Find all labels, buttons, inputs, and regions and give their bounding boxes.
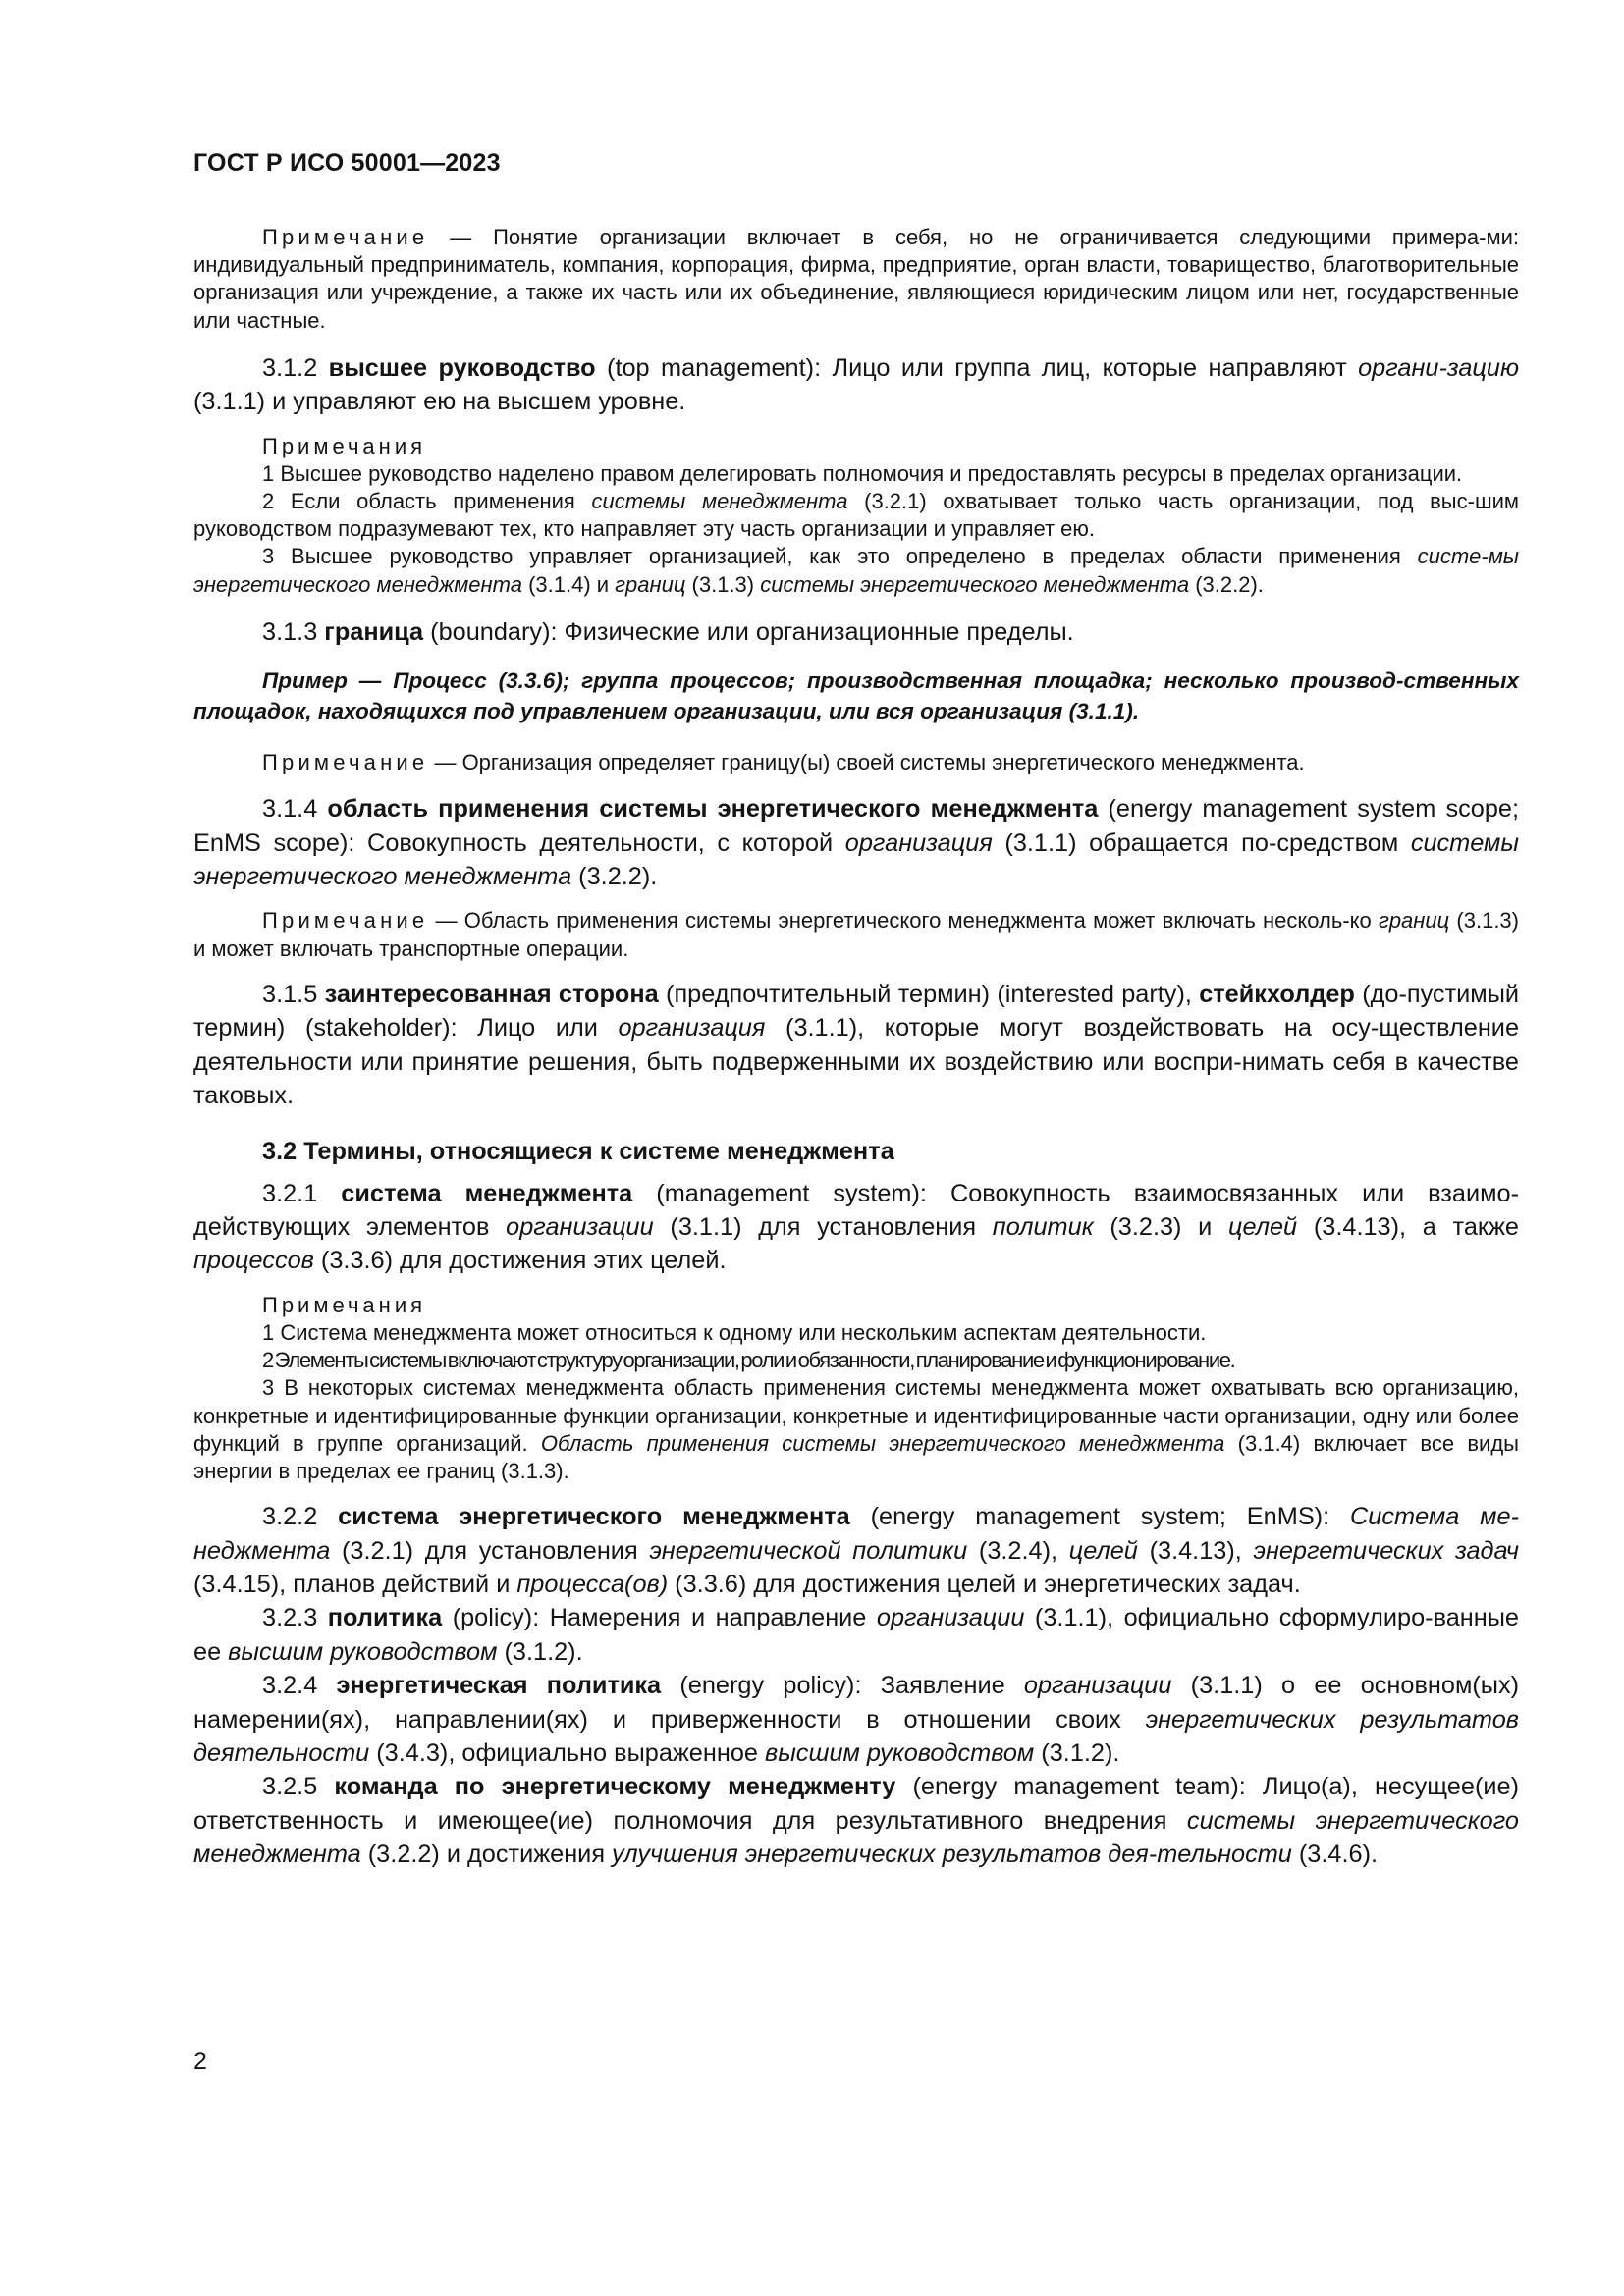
note-item: 2 Если область применения системы менеджмента (3.2.1) охватывает только часть организации, под выс-шим руководством подразумевают тех, кто направляет эту часть организации и управляет ею. <box>193 489 1520 542</box>
note-label: Примечание <box>262 750 429 775</box>
term-3-2-3: 3.2.3 политика (policy): Намерения и направление организации (3.1.1), официально сформулиро-ванные ее высшим руководством (3.1.2). <box>193 1604 1519 1666</box>
term-title: граница <box>324 617 424 646</box>
term-title: область применения системы энергетического менеджмента <box>327 795 1099 824</box>
document-body <box>193 224 1519 1872</box>
note-organization: Примечание — Понятие организации включает в себя, но не ограничивается следующими примера-ми: индивидуальный предприниматель, компания, корпорация, фирма, предприятие, орган власти, товарищество, благотворительные организация или учреждение, а также их часть или их объединение, являющиеся юридическим лицом или нет, государственные или частные. <box>193 225 1519 333</box>
term-3-2-4: 3.2.4 энергетическая политика (energy policy): Заявление организации (3.1.1) о ее основном(ых) намерении(ях), направлении(ях) и приверженности в отношении своих энергетических результатов деятельности (3.4.3), официально выраженное высшим руководством (3.1.2). <box>193 1672 1520 1767</box>
term-3-1-3: 3.1.3 граница (boundary): Физические или организационные пределы. <box>262 617 1074 646</box>
example-block: Пример — Процесс (3.3.6); группа процессов; производственная площадка; несколько производ-ственных площадок, находящихся под управлением организации, или вся организация (3.1.1). <box>193 668 1519 723</box>
term-title: политика <box>327 1604 443 1632</box>
term-3-2-1: 3.2.1 система менеджмента (management system): Совокупность взаимосвязанных или взаимо-действующих элементов организации (3.1.1) для установления политик (3.2.3) и целей (3.4.13), а также процессов (3.3.6) для достижения этих целей. <box>193 1179 1519 1275</box>
term-3-2-5: 3.2.5 команда по энергетическому менеджменту (energy management team): Лицо(а), несущее(ие) ответственность и имеющее(ие) полномочия для результативного внедрения системы энергетического менеджмента (3.2.2) и достижения улучшения энергетических результатов дея-тельности (3.4.6). <box>193 1773 1519 1869</box>
note-item: 2 Элементы системы включают структуру организации, роли и обязанности, планирование и функционирование. <box>262 1348 1235 1373</box>
note-item: 1 Высшее руководство наделено правом делегировать полномочия и предоставлять ресурсы в пределах организации. <box>262 460 1463 486</box>
term-title: команда по энергетическому менеджменту <box>334 1773 896 1801</box>
term-3-2-2: 3.2.2 система энергетического менеджмента (energy management system; EnMS): Система ме-неджмента (3.2.1) для установления энергетической политики (3.2.4), целей (3.4.13), энергетических задач (3.4.15), планов действий и процесса(ов) (3.3.6) для достижения целей и энергетических задач. <box>193 1503 1520 1598</box>
term-title: энергетическая политика <box>336 1672 662 1700</box>
notes-heading: Примечания <box>262 433 427 458</box>
note-item: 1 Система менеджмента может относиться к одному или нескольким аспектам деятельности. <box>262 1319 1207 1345</box>
term-title: высшее руководство <box>328 353 596 382</box>
note-item: 3 В некоторых системах менеджмента область применения системы менеджмента может охватывать всю организацию, конкретные и идентифицированные функции организации, конкретные и идентифицированные части организации, одну или более функций в группе организаций. Область применения системы энергетического менеджмента (3.1.4) включает все виды энергии в пределах ее границ (3.1.3). <box>193 1375 1519 1483</box>
section-heading: 3.2 Термины, относящиеся к системе менеджмента <box>262 1137 894 1165</box>
term-title: система менеджмента <box>341 1179 633 1207</box>
note-label: Примечание <box>262 908 429 934</box>
note-item: 3 Высшее руководство управляет организацией, как это определено в пределах области применения систе-мы энергетического менеджмента (3.1.4) и границ (3.1.3) системы энергетического менеджмента (3.2.2). <box>193 544 1519 597</box>
term-3-1-4: 3.1.4 область применения системы энергетического менеджмента (energy management system scope; EnMS scope): Совокупность деятельности, с которой организация (3.1.1) обращается по-средством системы энергетического менеджмента (3.2.2). <box>193 795 1519 891</box>
term-title: система энергетического менеджмента <box>338 1503 850 1531</box>
note-boundary: Примечание — Организация определяет границу(ы) своей системы энергетического менеджмента. <box>262 750 1305 775</box>
note-label: Примечание <box>262 225 429 249</box>
term-3-1-5: 3.1.5 заинтересованная сторона (предпочтительный термин) (interested party), стейкхолдер (до-пустимый термин) (stakeholder): Лицо или организация (3.1.1), которые могут воздействовать на осу-ществление деятельности или принятие решения, быть подверженными их воздействию или воспри-нимать себя в качестве таковых. <box>193 980 1520 1110</box>
term-title: заинтересованная сторона <box>324 980 659 1008</box>
term-title-alt: стейкхолдер <box>1199 980 1355 1008</box>
notes-heading: Примечания <box>262 1292 427 1317</box>
note-scope: Примечание — Область применения системы энергетического менеджмента может включать несколь-ко границ (3.1.3) и может включать транспортные операции. <box>193 908 1519 961</box>
document-header: ГОСТ Р ИСО 50001—2023 <box>193 149 501 177</box>
page-number: 2 <box>193 2048 207 2075</box>
term-3-1-2: 3.1.2 высшее руководство (top management): Лицо или группа лиц, которые направляют органи-зацию (3.1.1) и управляют ею на высшем уровне. <box>193 353 1519 416</box>
